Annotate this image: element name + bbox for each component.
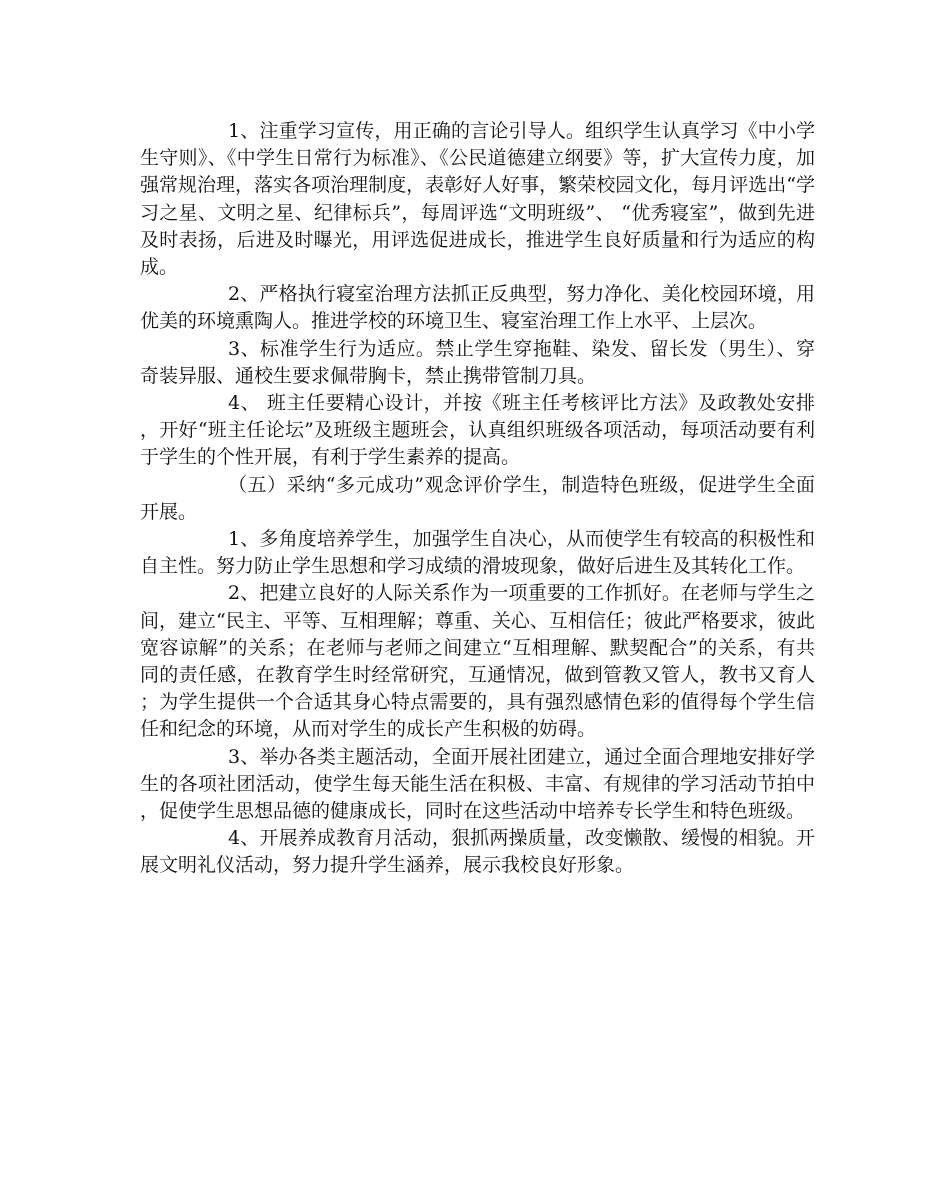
paragraph-7: 2、把建立良好的人际关系作为一项重要的工作抓好。在老师与学生之间，建立“民主、平等、互相理解；尊重、关心、互相信任；彼此严格要求，彼此宽容谅解”的关系；在老师与老师之间建立“互相理解、默契配合”的关系，有共同的责任感，在教育学生时经常研究，互通情况，做到管教又管人，教书又育人；为学生提供一个合适其身心特点需要的，具有强烈感情色彩的值得每个学生信任和纪念的环境，从而对学生的成长产生积极的妨碍。 — [140, 582, 815, 741]
paragraph-9: 4、开展养成教育月活动，狠抓两操质量，改变懒散、缓慢的相貌。开展文明礼仪活动，努力提升学生涵养，展示我校良好形象。 — [140, 827, 815, 877]
paragraph-6: 1、多角度培养学生，加强学生自决心，从而使学生有较高的积极性和自主性。努力防止学生思想和学习成绩的滑坡现象，做好后进生及其转化工作。 — [140, 528, 815, 578]
paragraph-1: 1、注重学习宣传，用正确的言论引导人。组织学生认真学习《中小学生守则》、《中学生日常行为标准》、《公民道德建立纲要》等，扩大宣传力度，加强常规治理，落实各项治理制度，表彰好人好事，繁荣校园文化，每月评选出“学习之星、文明之星、纪律标兵”，每周评选“文明班级”、 “优秀寝室”，做到先进及时表扬，后进及时曝光，用评选促进成长，推进学生良好质量和行为适应的构成。 — [140, 120, 815, 279]
paragraph-3: 3、标准学生行为适应。禁止学生穿拖鞋、染发、留长发（男生）、穿奇装异服、通校生要求佩带胸卡，禁止携带管制刀具。 — [140, 337, 815, 387]
paragraph-8: 3、举办各类主题活动，全面开展社团建立，通过全面合理地安排好学生的各项社团活动，使学生每天能生活在积极、丰富、有规律的学习活动节拍中，促使学生思想品德的健康成长，同时在这些活动中培养专长学生和特色班级。 — [140, 745, 815, 823]
document-body — [140, 118, 815, 880]
paragraph-4: 4、 班主任要精心设计，并按《班主任考核评比方法》及政教处安排，开好“班主任论坛”及班级主题班会，认真组织班级各项活动，每项活动要有利于学生的个性开展，有利于学生素养的提高。 — [140, 392, 815, 469]
paragraph-2: 2、严格执行寝室治理方法抓正反典型，努力净化、美化校园环境，用优美的环境熏陶人。推进学校的环境卫生、寝室治理工作上水平、上层次。 — [140, 283, 815, 333]
section-heading-5: （五）采纳“多元成功”观念评价学生，制造特色班级，促进学生全面开展。 — [140, 473, 815, 523]
